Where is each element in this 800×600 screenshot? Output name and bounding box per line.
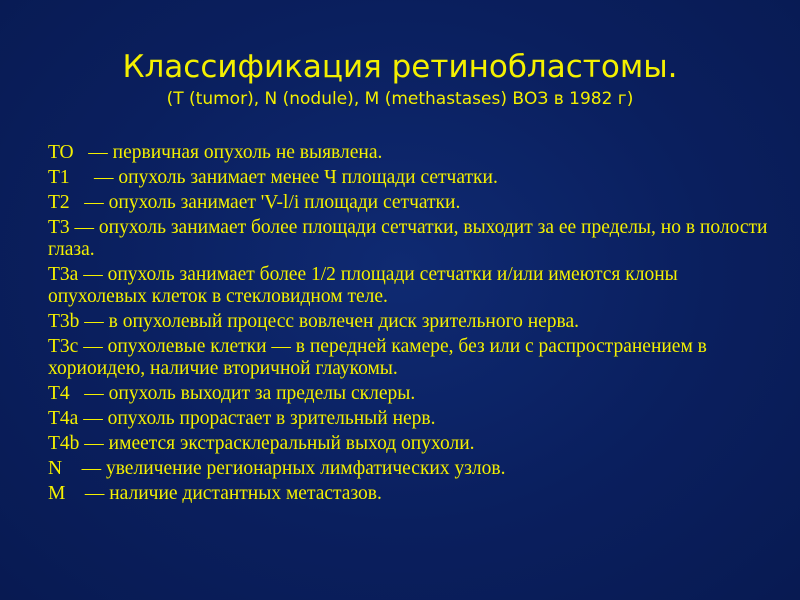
item-separator: — <box>62 458 106 479</box>
item-separator: — <box>78 264 108 285</box>
item-separator: — <box>78 336 108 357</box>
item-separator: — <box>69 167 119 188</box>
item-code: T4 <box>48 383 70 404</box>
list-item <box>48 167 768 189</box>
item-text: опухоль прорастает в зрительный нерв. <box>107 408 436 429</box>
list-item <box>48 217 768 261</box>
item-separator: — <box>73 142 113 163</box>
list-item <box>48 311 768 333</box>
list-item <box>48 336 768 380</box>
list-item <box>48 408 768 430</box>
item-code: T4a <box>48 408 79 429</box>
list-item <box>48 142 768 164</box>
list-item <box>48 433 768 455</box>
item-code: T1 <box>48 167 70 188</box>
classification-list <box>48 142 768 508</box>
item-text: опухоль занимает более 1/2 площади сетчатки и/или имеются клоны опухолевых клеток в стекловидном теле. <box>48 264 678 307</box>
slide-title: Классификация ретинобластомы. <box>122 49 678 85</box>
list-item <box>48 264 768 308</box>
item-separator: — <box>69 383 109 404</box>
item-text: наличие дистантных метастазов. <box>109 483 382 504</box>
item-text: опухоль занимает более площади сетчатки, выходит за ее пределы, но в полости глаза. <box>48 217 768 260</box>
item-code: T3c <box>48 336 79 357</box>
item-text: опухоль занимает менее Ч площади сетчатки. <box>118 167 498 188</box>
item-separator: — <box>78 408 108 429</box>
item-text: опухоль занимает 'V-l/i площади сетчатки. <box>108 192 461 213</box>
item-code: T2 <box>48 192 70 213</box>
item-separator: — <box>65 483 110 504</box>
item-code: N <box>48 458 63 479</box>
item-text: в опухолевый процесс вовлечен диск зрительного нерва. <box>108 311 580 332</box>
list-item <box>48 483 768 505</box>
title-block <box>0 48 800 110</box>
list-item <box>48 192 768 214</box>
item-separator: — <box>69 217 99 238</box>
item-code: M <box>48 483 66 504</box>
item-code: T4b <box>48 433 80 454</box>
list-item <box>48 383 768 405</box>
item-separator: — <box>79 311 109 332</box>
item-separator: — <box>79 433 109 454</box>
item-text: увеличение регионарных лимфатических узлов. <box>105 458 506 479</box>
item-text: опухолевые клетки — в передней камере, без или с распространением в хориоидею, наличие вторичной глаукомы. <box>48 336 707 379</box>
item-code: TO <box>48 142 74 163</box>
list-item <box>48 458 768 480</box>
item-separator: — <box>69 192 109 213</box>
item-code: T3a <box>48 264 79 285</box>
item-code: T3b <box>48 311 80 332</box>
slide-subtitle: (T (tumor), N (nodule), M (methastases) ВОЗ в 1982 г) <box>166 89 634 109</box>
item-text: имеется экстрасклеральный выход опухоли. <box>108 433 475 454</box>
item-text: первичная опухоль не выявлена. <box>112 142 383 163</box>
item-text: опухоль выходит за пределы склеры. <box>108 383 416 404</box>
item-code: T3 <box>48 217 70 238</box>
